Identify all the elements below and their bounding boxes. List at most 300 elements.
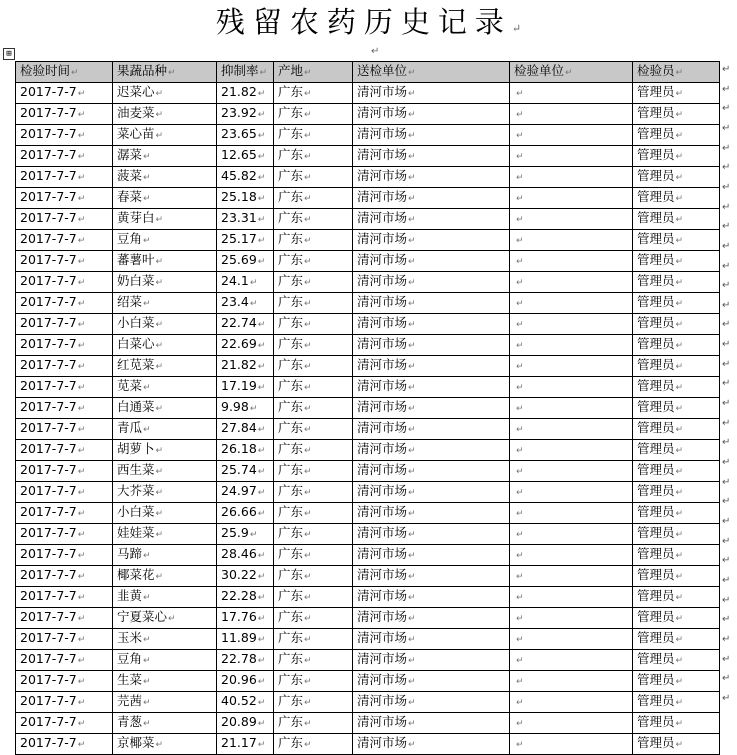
table-cell[interactable] (510, 251, 633, 272)
header-cell[interactable]: 送检单位↵ (353, 62, 510, 83)
table-cell[interactable] (274, 734, 353, 755)
table-cell[interactable] (353, 629, 510, 650)
table-cell[interactable] (217, 440, 274, 461)
table-cell[interactable] (217, 188, 274, 209)
table-cell[interactable] (217, 167, 274, 188)
table-cell[interactable] (16, 713, 113, 734)
table-cell[interactable] (113, 293, 217, 314)
table-cell[interactable] (353, 419, 510, 440)
table-cell[interactable] (274, 503, 353, 524)
table-cell[interactable] (353, 146, 510, 167)
table-cell[interactable] (274, 125, 353, 146)
table-cell[interactable] (217, 209, 274, 230)
table-header-row (16, 62, 720, 83)
table-cell[interactable] (510, 608, 633, 629)
table-cell[interactable] (633, 125, 720, 146)
table-cell[interactable] (16, 188, 113, 209)
table-cell[interactable] (353, 335, 510, 356)
table-cell[interactable] (113, 650, 217, 671)
table-cell[interactable] (113, 440, 217, 461)
table-cell[interactable] (274, 440, 353, 461)
table-cell[interactable] (16, 230, 113, 251)
table-cell[interactable] (633, 104, 720, 125)
table-cell[interactable] (353, 587, 510, 608)
cell-end-mark: ↵ (408, 299, 416, 309)
table-cell[interactable] (217, 146, 274, 167)
table-cell[interactable] (113, 167, 217, 188)
table-cell[interactable] (217, 419, 274, 440)
table-cell[interactable] (353, 377, 510, 398)
table-cell[interactable] (113, 188, 217, 209)
table-cell[interactable] (510, 566, 633, 587)
table-cell[interactable] (113, 104, 217, 125)
table-cell[interactable] (633, 230, 720, 251)
row-end-mark: ↵ (722, 103, 731, 115)
table-cell[interactable] (217, 377, 274, 398)
table-cell[interactable] (633, 419, 720, 440)
cell-end-mark: ↵ (304, 656, 312, 666)
table-cell[interactable] (217, 335, 274, 356)
table-cell[interactable] (274, 209, 353, 230)
table-cell[interactable] (510, 377, 633, 398)
table-cell[interactable] (274, 713, 353, 734)
table-cell[interactable] (510, 524, 633, 545)
table-cell[interactable] (274, 188, 353, 209)
cell-end-mark: ↵ (304, 299, 312, 309)
cell-text: 26.66 (221, 504, 257, 519)
cell-end-mark: ↵ (516, 719, 524, 729)
table-cell[interactable] (113, 692, 217, 713)
table-cell[interactable] (633, 146, 720, 167)
table-cell[interactable] (16, 440, 113, 461)
row-end-mark: ↵ (722, 378, 731, 390)
table-cell[interactable] (274, 335, 353, 356)
table-cell[interactable] (633, 188, 720, 209)
cell-end-mark: ↵ (77, 110, 86, 120)
table-cell[interactable] (217, 608, 274, 629)
table-cell[interactable] (217, 650, 274, 671)
table-cell[interactable] (16, 146, 113, 167)
table-cell[interactable] (16, 545, 113, 566)
table-cell[interactable] (217, 293, 274, 314)
table-cell[interactable] (633, 692, 720, 713)
header-cell[interactable]: 检验单位↵ (510, 62, 633, 83)
cell-end-mark: ↵ (155, 467, 164, 477)
table-cell[interactable] (113, 335, 217, 356)
table-cell[interactable] (113, 209, 217, 230)
cell-end-mark: ↵ (77, 656, 86, 666)
cell-end-mark: ↵ (77, 698, 86, 708)
table-cell[interactable] (353, 251, 510, 272)
table-cell[interactable] (217, 230, 274, 251)
table-cell[interactable] (217, 125, 274, 146)
table-cell[interactable] (274, 650, 353, 671)
header-cell[interactable]: 抑制率↵ (217, 62, 274, 83)
cell-text: 胡萝卜 (117, 441, 155, 456)
table-cell[interactable] (274, 230, 353, 251)
cell-end-mark: ↵ (408, 719, 416, 729)
table-cell[interactable] (510, 335, 633, 356)
cell-end-mark: ↵ (304, 488, 312, 498)
cell-text: 广东 (278, 210, 304, 225)
row-end-mark: ↵ (722, 162, 731, 174)
table-cell[interactable] (217, 272, 274, 293)
cell-end-mark: ↵ (257, 383, 266, 393)
table-cell[interactable] (217, 524, 274, 545)
paragraph-mark: ↵ (511, 22, 522, 35)
table-cell[interactable] (217, 587, 274, 608)
table-cell[interactable] (113, 251, 217, 272)
table-cell[interactable] (274, 608, 353, 629)
table-cell[interactable] (16, 524, 113, 545)
table-cell[interactable] (633, 524, 720, 545)
cell-end-mark: ↵ (257, 656, 266, 666)
table-cell[interactable] (16, 83, 113, 104)
table-cell[interactable] (510, 398, 633, 419)
table-cell[interactable] (217, 734, 274, 755)
table-cell[interactable] (274, 83, 353, 104)
table-cell[interactable] (353, 650, 510, 671)
table-cell[interactable] (217, 83, 274, 104)
table-cell[interactable] (274, 587, 353, 608)
table-cell[interactable] (16, 608, 113, 629)
cell-end-mark: ↵ (257, 740, 266, 750)
table-cell[interactable] (274, 398, 353, 419)
table-cell[interactable] (16, 356, 113, 377)
table-cell[interactable] (113, 482, 217, 503)
table-cell[interactable] (353, 671, 510, 692)
table-cell[interactable] (16, 398, 113, 419)
cell-end-mark: ↵ (77, 278, 86, 288)
table-cell[interactable] (113, 503, 217, 524)
table-cell[interactable] (16, 503, 113, 524)
table-cell[interactable] (274, 377, 353, 398)
table-cell[interactable] (113, 629, 217, 650)
table-cell[interactable] (16, 209, 113, 230)
table-cell[interactable] (217, 461, 274, 482)
table-cell[interactable] (510, 482, 633, 503)
table-cell[interactable] (633, 251, 720, 272)
table-cell[interactable] (16, 272, 113, 293)
table-cell[interactable] (274, 251, 353, 272)
row-end-mark: ↵ (722, 122, 731, 134)
table-cell[interactable] (217, 104, 274, 125)
table-cell[interactable] (510, 545, 633, 566)
table-cell[interactable] (633, 377, 720, 398)
table-cell[interactable] (353, 524, 510, 545)
table-cell[interactable] (510, 461, 633, 482)
table-cell[interactable] (113, 545, 217, 566)
table-cell[interactable] (510, 188, 633, 209)
table-cell[interactable] (16, 167, 113, 188)
table-cell[interactable] (274, 524, 353, 545)
table-cell[interactable] (633, 356, 720, 377)
table-cell[interactable] (633, 650, 720, 671)
table-cell[interactable] (113, 146, 217, 167)
cell-text: 2017-7-7 (20, 588, 77, 603)
table-cell[interactable] (510, 209, 633, 230)
table-cell[interactable] (633, 398, 720, 419)
table-cell[interactable] (633, 83, 720, 104)
cell-text: 马蹄 (117, 546, 143, 561)
table-cell[interactable] (633, 713, 720, 734)
table-cell[interactable] (113, 524, 217, 545)
table-cell[interactable] (113, 734, 217, 755)
cell-end-mark: ↵ (516, 551, 524, 561)
table-cell[interactable] (633, 734, 720, 755)
table-cell[interactable] (353, 83, 510, 104)
cell-end-mark: ↵ (408, 173, 416, 183)
cell-end-mark: ↵ (675, 362, 684, 372)
table-row (16, 83, 720, 104)
table-cell[interactable] (353, 545, 510, 566)
table-cell[interactable] (633, 566, 720, 587)
table-cell[interactable] (16, 671, 113, 692)
table-cell[interactable] (113, 461, 217, 482)
table-cell[interactable] (510, 734, 633, 755)
table-cell[interactable] (353, 713, 510, 734)
table-cell[interactable] (274, 272, 353, 293)
table-cell[interactable] (510, 650, 633, 671)
table-cell[interactable] (633, 209, 720, 230)
table-cell[interactable] (633, 503, 720, 524)
table-cell[interactable] (217, 356, 274, 377)
table-cell[interactable] (274, 461, 353, 482)
table-cell[interactable] (274, 629, 353, 650)
table-cell[interactable] (274, 293, 353, 314)
table-cell[interactable] (353, 167, 510, 188)
table-cell[interactable] (217, 398, 274, 419)
table-cell[interactable] (353, 314, 510, 335)
cell-text: 管理员 (637, 693, 675, 708)
table-body (16, 83, 720, 755)
table-cell[interactable] (16, 314, 113, 335)
table-cell[interactable] (353, 188, 510, 209)
table-cell[interactable] (633, 440, 720, 461)
cell-text: 11.89 (221, 630, 257, 645)
cell-end-mark: ↵ (516, 635, 524, 645)
table-cell[interactable] (353, 503, 510, 524)
table-cell[interactable] (16, 125, 113, 146)
table-cell[interactable] (510, 713, 633, 734)
table-cell[interactable] (633, 167, 720, 188)
table-cell[interactable] (113, 671, 217, 692)
cell-text: 广东 (278, 147, 304, 162)
table-cell[interactable] (113, 566, 217, 587)
table-cell[interactable] (217, 251, 274, 272)
table-cell[interactable] (510, 419, 633, 440)
table-cell[interactable] (510, 104, 633, 125)
table-cell[interactable] (353, 440, 510, 461)
row-end-mark: ↵ (722, 555, 731, 567)
table-cell[interactable] (633, 272, 720, 293)
table-cell[interactable] (217, 566, 274, 587)
cell-text: 20.96 (221, 672, 257, 687)
table-cell[interactable] (274, 419, 353, 440)
cell-end-mark: ↵ (304, 467, 312, 477)
cell-end-mark: ↵ (304, 194, 312, 204)
cell-end-mark: ↵ (77, 572, 86, 582)
table-cell[interactable] (274, 692, 353, 713)
cell-text: 23.31 (221, 210, 257, 225)
table-cell[interactable] (353, 293, 510, 314)
cell-end-mark: ↵ (516, 425, 524, 435)
table-cell[interactable] (633, 545, 720, 566)
table-cell[interactable] (510, 167, 633, 188)
table-row (16, 587, 720, 608)
table-cell[interactable] (353, 356, 510, 377)
cell-text: 2017-7-7 (20, 189, 77, 204)
cell-text: 清河市场 (357, 294, 408, 309)
cell-end-mark: ↵ (408, 215, 416, 225)
table-cell[interactable] (16, 251, 113, 272)
table-cell[interactable] (274, 566, 353, 587)
table-cell[interactable] (274, 482, 353, 503)
table-cell[interactable] (510, 125, 633, 146)
table-cell[interactable] (16, 104, 113, 125)
table-cell[interactable] (510, 356, 633, 377)
cell-text: 奶白菜 (117, 273, 155, 288)
table-cell[interactable] (353, 104, 510, 125)
header-cell[interactable]: 产地↵ (274, 62, 353, 83)
cell-end-mark: ↵ (304, 131, 312, 141)
table-cell[interactable] (113, 713, 217, 734)
cell-end-mark: ↵ (257, 446, 266, 456)
table-cell[interactable] (633, 293, 720, 314)
cell-text: 清河市场 (357, 525, 408, 540)
cell-text: 管理员 (637, 315, 675, 330)
table-cell[interactable] (274, 671, 353, 692)
table-cell[interactable] (113, 377, 217, 398)
table-cell[interactable] (633, 671, 720, 692)
table-cell[interactable] (217, 314, 274, 335)
table-cell[interactable] (274, 314, 353, 335)
table-cell[interactable] (217, 671, 274, 692)
cell-text: 17.76 (221, 609, 257, 624)
table-cell[interactable] (510, 503, 633, 524)
table-cell[interactable] (217, 713, 274, 734)
table-cell[interactable] (16, 335, 113, 356)
table-cell[interactable] (353, 398, 510, 419)
table-cell[interactable] (353, 230, 510, 251)
table-cell[interactable] (274, 356, 353, 377)
table-row (16, 629, 720, 650)
table-cell[interactable] (113, 314, 217, 335)
table-cell[interactable] (217, 503, 274, 524)
table-cell[interactable] (274, 545, 353, 566)
table-cell[interactable] (16, 377, 113, 398)
table-cell[interactable] (633, 482, 720, 503)
table-cell[interactable] (16, 629, 113, 650)
table-cell[interactable] (113, 272, 217, 293)
table-cell[interactable] (633, 629, 720, 650)
table-cell[interactable] (16, 461, 113, 482)
table-cell[interactable] (274, 167, 353, 188)
table-cell[interactable] (510, 587, 633, 608)
table-cell[interactable] (510, 230, 633, 251)
table-cell[interactable] (16, 692, 113, 713)
table-cell[interactable] (353, 125, 510, 146)
table-cell[interactable] (633, 335, 720, 356)
cell-end-mark: ↵ (155, 530, 164, 540)
table-cell[interactable] (353, 482, 510, 503)
cell-text: 管理员 (637, 84, 675, 99)
cell-text: 管理员 (637, 441, 675, 456)
table-row (16, 566, 720, 587)
table-cell[interactable] (217, 692, 274, 713)
table-cell[interactable] (113, 356, 217, 377)
table-cell[interactable] (274, 146, 353, 167)
table-cell[interactable] (353, 608, 510, 629)
row-end-mark: ↵ (722, 496, 731, 508)
table-cell[interactable] (16, 482, 113, 503)
table-cell[interactable] (510, 272, 633, 293)
cell-text: 豆角 (117, 231, 143, 246)
table-row (16, 314, 720, 335)
cell-end-mark: ↵ (516, 194, 524, 204)
table-cell[interactable] (217, 629, 274, 650)
table-cell[interactable] (353, 209, 510, 230)
cell-text: 2017-7-7 (20, 714, 77, 729)
table-cell[interactable] (353, 734, 510, 755)
table-cell[interactable] (217, 545, 274, 566)
table-cell[interactable] (510, 440, 633, 461)
table-cell[interactable] (510, 83, 633, 104)
cell-text: 黄芽白 (117, 210, 155, 225)
cell-end-mark: ↵ (257, 173, 266, 183)
table-cell[interactable] (113, 83, 217, 104)
table-cell[interactable] (510, 314, 633, 335)
table-cell[interactable] (16, 419, 113, 440)
table-cell[interactable] (633, 461, 720, 482)
table-cell[interactable] (113, 230, 217, 251)
cell-end-mark: ↵ (516, 383, 524, 393)
table-cell[interactable] (510, 629, 633, 650)
table-cell[interactable] (113, 125, 217, 146)
table-cell[interactable] (510, 146, 633, 167)
table-cell[interactable] (16, 734, 113, 755)
cell-text: 广东 (278, 588, 304, 603)
table-cell[interactable] (274, 104, 353, 125)
table-cell[interactable] (113, 398, 217, 419)
cell-end-mark: ↵ (77, 719, 86, 729)
table-cell[interactable] (16, 587, 113, 608)
table-cell[interactable] (353, 692, 510, 713)
table-cell[interactable] (113, 587, 217, 608)
table-cell[interactable] (217, 482, 274, 503)
table-cell[interactable] (510, 692, 633, 713)
cell-text: 广东 (278, 252, 304, 267)
table-cell[interactable] (16, 293, 113, 314)
header-cell[interactable]: 检验时间↵ (16, 62, 113, 83)
table-cell[interactable] (113, 419, 217, 440)
table-cell[interactable] (633, 314, 720, 335)
table-cell[interactable] (16, 566, 113, 587)
table-cell[interactable] (353, 272, 510, 293)
cell-end-mark: ↵ (155, 404, 164, 414)
table-cell[interactable] (510, 671, 633, 692)
table-cell[interactable] (633, 608, 720, 629)
table-cell[interactable] (353, 461, 510, 482)
table-move-handle-icon[interactable]: ⊞ (3, 48, 15, 60)
header-cell[interactable]: 检验员↵ (633, 62, 720, 83)
header-cell[interactable]: 果蔬品种↵ (113, 62, 217, 83)
table-cell[interactable] (353, 566, 510, 587)
table-cell[interactable] (633, 587, 720, 608)
table-cell[interactable] (16, 650, 113, 671)
table-cell[interactable] (510, 293, 633, 314)
table-cell[interactable] (113, 608, 217, 629)
